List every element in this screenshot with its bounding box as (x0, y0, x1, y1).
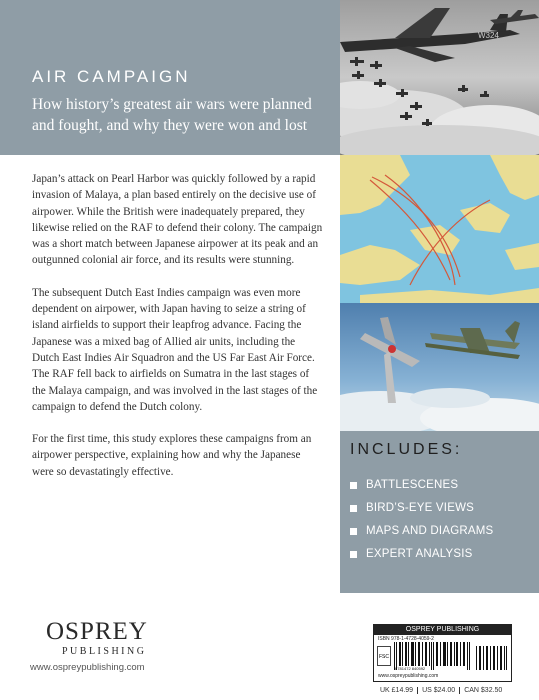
barcode-icon (394, 642, 471, 670)
blurb (32, 171, 324, 496)
blurb-paragraph-3: For the first time, this study explores these campaigns from an airpower perspective, explaining how and why the Japanese were so devastatingly effective. (32, 433, 312, 478)
includes-item-label: EXPERT ANALYSIS (366, 548, 473, 560)
tail-code: W324 (478, 31, 499, 40)
blurb-paragraph-2: The subsequent Dutch East Indies campaign was even more dependent on airpower, with Japan having to seize a string of island airfields to support their leapfrog advance. Facing the Japanese was a mixed bag of Allied air units, including the Dutch East Indies Air Squadron and the US Far East Air Force. The RAF fell back to airfields on Sumatra in the last stages of the Malaya campaign, and was involved in the last stages of the campaign to defend the Dutch colony. (32, 286, 318, 413)
square-bullet-icon (350, 551, 357, 558)
publisher-logo-sub: PUBLISHING (62, 646, 147, 657)
series-tagline: How history’s greatest air wars were planned and fought, and why they were won and lost (32, 96, 312, 134)
square-bullet-icon (350, 482, 357, 489)
includes-item-label: BIRD’S-EYE VIEWS (366, 502, 474, 514)
campaign-map (340, 155, 539, 303)
fsc-logo: FSC (377, 646, 391, 666)
barcode-box (373, 624, 512, 682)
price-uk: UK £14.99 (376, 687, 418, 694)
series-title: AIR CAMPAIGN (32, 67, 191, 86)
square-bullet-icon (350, 528, 357, 535)
bomber-photo (340, 0, 539, 155)
ean-addon-icon (474, 642, 509, 670)
square-bullet-icon (350, 505, 357, 512)
includes-box (340, 431, 539, 593)
publisher-website[interactable]: www.ospreypublishing.com (30, 662, 145, 673)
includes-item (350, 523, 493, 539)
blurb-paragraph-1: Japan’s attack on Pearl Harbor was quickly followed by a rapid invasion of Malaya, a plan based entirely on the decisive use of airpower. While the British were inadequately prepared, they likewise relied on the RAF to defend their colony. The campaign was a short match between Japanese airpower at its peak and an outgunned colonial air force, and its results were stunning. (32, 173, 323, 267)
barcode-url: www.ospreypublishing.com (378, 673, 439, 679)
price-list (376, 687, 506, 694)
includes-item-label: MAPS AND DIAGRAMS (366, 525, 494, 537)
includes-item (350, 500, 474, 516)
includes-item (350, 546, 473, 562)
includes-item (350, 477, 458, 493)
barcode-header: OSPREY PUBLISHING (374, 625, 511, 635)
battlescene-illustration (340, 303, 539, 431)
includes-title: INCLUDES: (350, 441, 463, 458)
header-band (0, 0, 340, 155)
barcode-isbn: ISBN 978-1-4728-4059-2 (378, 636, 434, 642)
includes-item-label: BATTLESCENES (366, 479, 459, 491)
barcode-digits: 9 781472 840592 (394, 666, 426, 670)
price-us: US $24.00 (418, 687, 460, 694)
publisher-logo: OSPREY (46, 618, 148, 645)
price-can: CAN $32.50 (464, 687, 503, 694)
